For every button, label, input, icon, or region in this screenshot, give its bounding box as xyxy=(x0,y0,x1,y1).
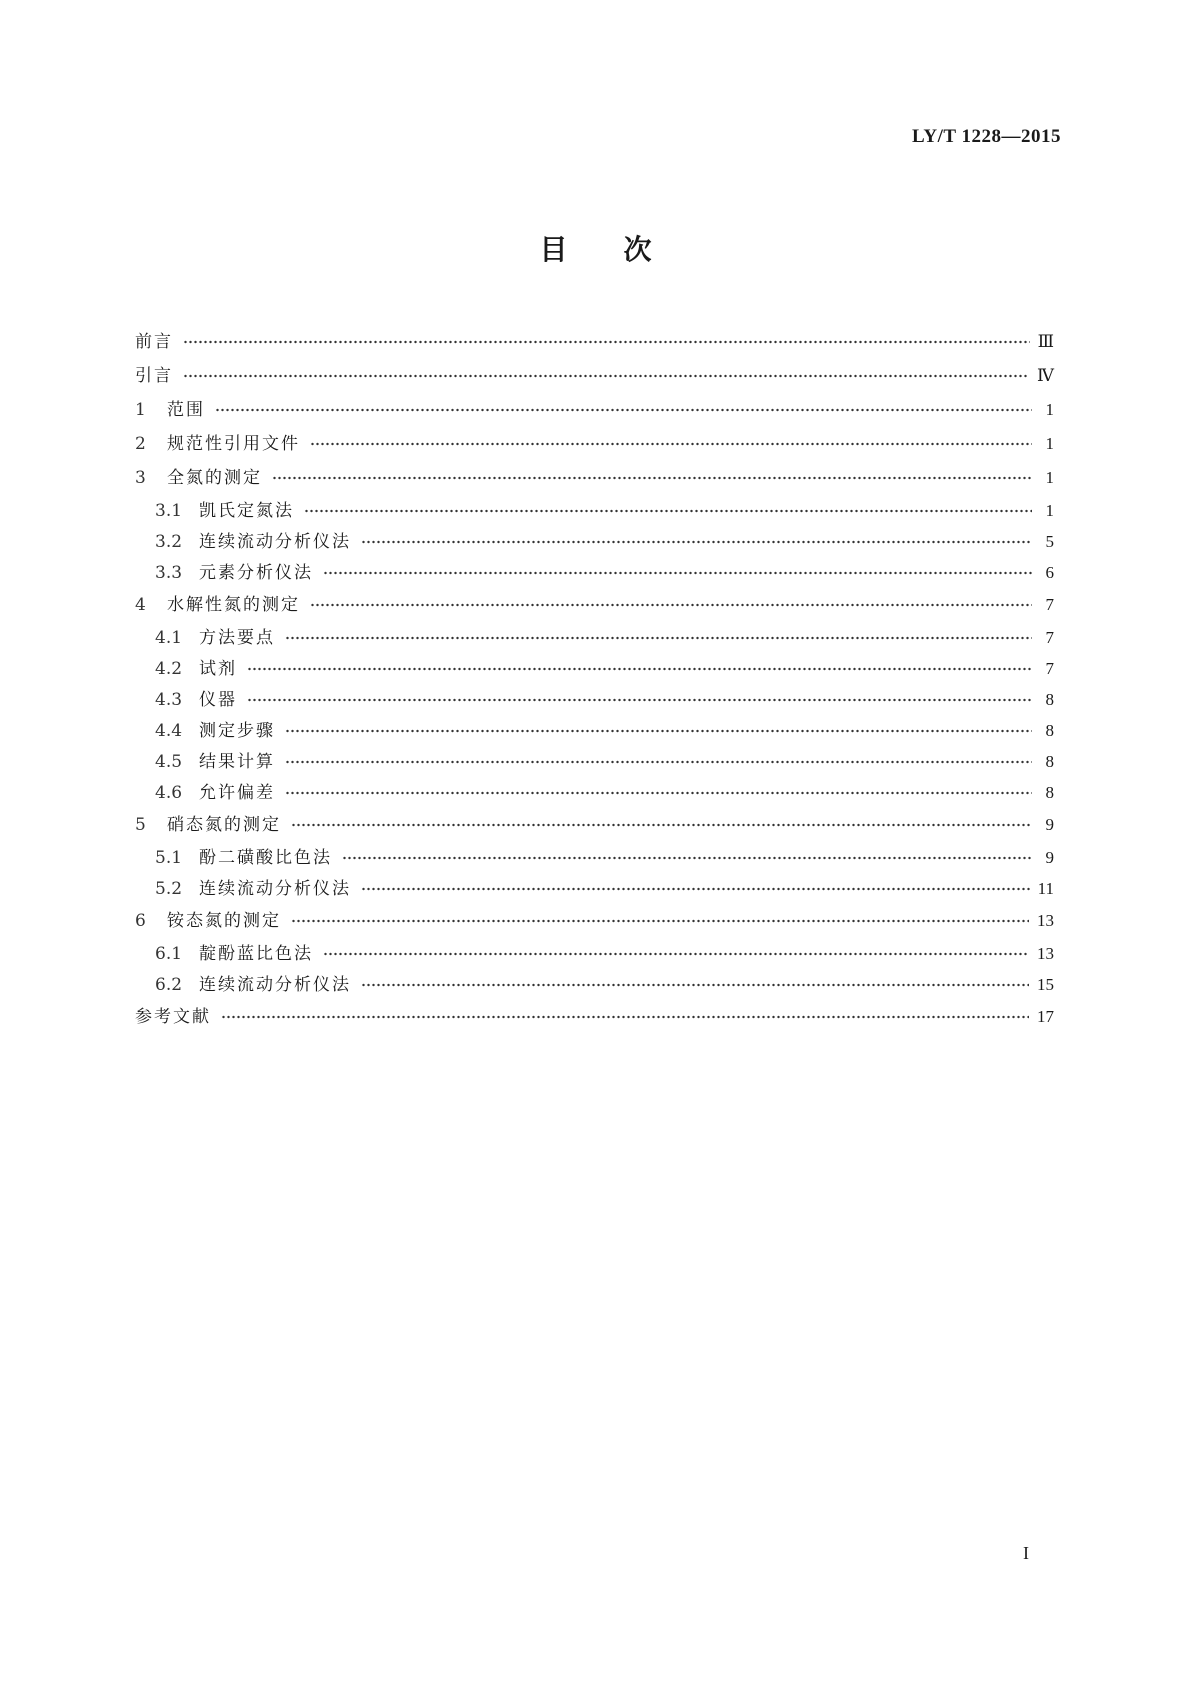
toc-entry-number: 3.3 xyxy=(155,563,183,583)
toc-entry-label: 酚二磺酸比色法 xyxy=(199,848,332,868)
toc-entry-number: 2 xyxy=(135,434,146,454)
toc-entry-page: 1 xyxy=(1045,468,1054,487)
toc-subentry[interactable] xyxy=(135,526,1054,557)
toc-entry-label: 规范性引用文件 xyxy=(167,434,300,454)
toc-subentry[interactable] xyxy=(135,746,1054,777)
table-of-contents xyxy=(135,325,1054,1034)
toc-entry[interactable] xyxy=(135,904,1054,938)
page-title-char-2: 次 xyxy=(623,233,652,266)
toc-entry-page: 13 xyxy=(1037,911,1054,930)
toc-entry-number: 3.2 xyxy=(155,532,183,552)
toc-dot-leader xyxy=(323,567,1032,579)
toc-subentry[interactable] xyxy=(135,873,1054,904)
toc-entry-page: 9 xyxy=(1045,848,1054,867)
toc-entry-number: 4.5 xyxy=(155,752,183,772)
toc-entry-number: 5.1 xyxy=(155,848,183,868)
toc-subentry[interactable] xyxy=(135,715,1054,746)
toc-entry-page: 17 xyxy=(1037,1007,1054,1026)
toc-entry-label: 试剂 xyxy=(199,659,237,679)
toc-entry-label: 全氮的测定 xyxy=(167,468,262,488)
toc-entry-number: 3 xyxy=(135,468,146,488)
toc-dot-leader xyxy=(247,663,1032,675)
toc-entry[interactable] xyxy=(135,1000,1054,1034)
toc-entry-label: 硝态氮的测定 xyxy=(167,815,281,835)
toc-entry[interactable] xyxy=(135,427,1054,461)
toc-subentry[interactable] xyxy=(135,938,1054,969)
toc-dot-leader xyxy=(361,979,1029,991)
toc-entry-label: 允许偏差 xyxy=(199,783,275,803)
toc-entry[interactable] xyxy=(135,588,1054,622)
page-title-char-1: 目 xyxy=(539,233,568,266)
toc-dot-leader xyxy=(342,852,1032,864)
toc-dot-leader xyxy=(291,915,1029,927)
toc-entry-number: 4.4 xyxy=(155,721,183,741)
toc-entry-page: 15 xyxy=(1037,975,1054,994)
toc-entry-label: 结果计算 xyxy=(199,752,275,772)
toc-entry[interactable] xyxy=(135,808,1054,842)
toc-entry-label: 连续流动分析仪法 xyxy=(199,532,351,552)
toc-subentry[interactable] xyxy=(135,842,1054,873)
toc-subentry[interactable] xyxy=(135,777,1054,808)
toc-dot-leader xyxy=(323,948,1029,960)
toc-dot-leader xyxy=(361,883,1030,895)
toc-entry-page: 6 xyxy=(1045,563,1054,582)
toc-entry-number: 4.6 xyxy=(155,783,183,803)
toc-entry-label: 靛酚蓝比色法 xyxy=(199,944,313,964)
toc-entry-number: 4 xyxy=(135,595,146,615)
toc-entry-label: 水解性氮的测定 xyxy=(167,595,300,615)
toc-entry-page: 11 xyxy=(1037,879,1054,898)
standard-code: LY/T 1228—2015 xyxy=(911,126,1061,147)
toc-entry-page: 13 xyxy=(1037,944,1054,963)
toc-entry-label: 引言 xyxy=(135,366,173,386)
toc-entry-page: 8 xyxy=(1045,690,1054,709)
toc-entry[interactable] xyxy=(135,461,1054,495)
toc-dot-leader xyxy=(215,404,1032,416)
toc-entry-number: 1 xyxy=(135,400,146,420)
toc-dot-leader xyxy=(285,756,1032,768)
toc-entry-page: Ⅳ xyxy=(1037,366,1054,385)
toc-dot-leader xyxy=(304,505,1032,517)
toc-entry-number: 5.2 xyxy=(155,879,183,899)
toc-entry-label: 测定步骤 xyxy=(199,721,275,741)
toc-entry-page: 7 xyxy=(1045,628,1054,647)
toc-subentry[interactable] xyxy=(135,557,1054,588)
toc-entry-page: Ⅲ xyxy=(1037,332,1054,351)
toc-entry-number: 4.1 xyxy=(155,628,183,648)
toc-entry-label: 范围 xyxy=(167,400,205,420)
toc-dot-leader xyxy=(183,370,1029,382)
toc-dot-leader xyxy=(285,725,1032,737)
page-number: I xyxy=(1023,1543,1029,1563)
toc-entry-label: 铵态氮的测定 xyxy=(167,911,281,931)
toc-dot-leader xyxy=(285,787,1032,799)
toc-entry-label: 连续流动分析仪法 xyxy=(199,975,351,995)
toc-entry-page: 9 xyxy=(1045,815,1054,834)
toc-entry-page: 7 xyxy=(1045,595,1054,614)
toc-dot-leader xyxy=(361,536,1032,548)
toc-dot-leader xyxy=(310,438,1032,450)
toc-entry[interactable] xyxy=(135,325,1054,359)
toc-dot-leader xyxy=(285,632,1032,644)
toc-entry-label: 凯氏定氮法 xyxy=(199,501,294,521)
toc-entry-label: 前言 xyxy=(135,332,173,352)
toc-subentry[interactable] xyxy=(135,622,1054,653)
toc-entry-number: 3.1 xyxy=(155,501,183,521)
toc-subentry[interactable] xyxy=(135,684,1054,715)
toc-entry-label: 方法要点 xyxy=(199,628,275,648)
toc-entry[interactable] xyxy=(135,359,1054,393)
toc-entry-number: 5 xyxy=(135,815,146,835)
toc-entry-page: 1 xyxy=(1045,434,1054,453)
toc-entry-page: 1 xyxy=(1045,400,1054,419)
toc-subentry[interactable] xyxy=(135,653,1054,684)
toc-dot-leader xyxy=(291,819,1032,831)
toc-entry-page: 8 xyxy=(1045,783,1054,802)
toc-entry-number: 6 xyxy=(135,911,146,931)
toc-entry-page: 7 xyxy=(1045,659,1054,678)
toc-entry-label: 参考文献 xyxy=(135,1007,211,1027)
toc-entry-label: 连续流动分析仪法 xyxy=(199,879,351,899)
toc-entry-page: 8 xyxy=(1045,752,1054,771)
toc-entry-label: 元素分析仪法 xyxy=(199,563,313,583)
toc-entry-label: 仪器 xyxy=(199,690,237,710)
toc-dot-leader xyxy=(183,336,1030,348)
toc-entry-number: 4.3 xyxy=(155,690,183,710)
toc-entry-number: 6.2 xyxy=(155,975,183,995)
toc-entry[interactable] xyxy=(135,393,1054,427)
toc-subentry[interactable] xyxy=(135,495,1054,526)
toc-entry-page: 8 xyxy=(1045,721,1054,740)
toc-subentry[interactable] xyxy=(135,969,1054,1000)
toc-dot-leader xyxy=(221,1011,1029,1023)
toc-dot-leader xyxy=(247,694,1032,706)
toc-entry-number: 4.2 xyxy=(155,659,183,679)
toc-entry-page: 1 xyxy=(1045,501,1054,520)
page-title xyxy=(0,228,1191,268)
toc-entry-page: 5 xyxy=(1045,532,1054,551)
toc-dot-leader xyxy=(272,472,1032,484)
toc-dot-leader xyxy=(310,599,1032,611)
toc-entry-number: 6.1 xyxy=(155,944,183,964)
